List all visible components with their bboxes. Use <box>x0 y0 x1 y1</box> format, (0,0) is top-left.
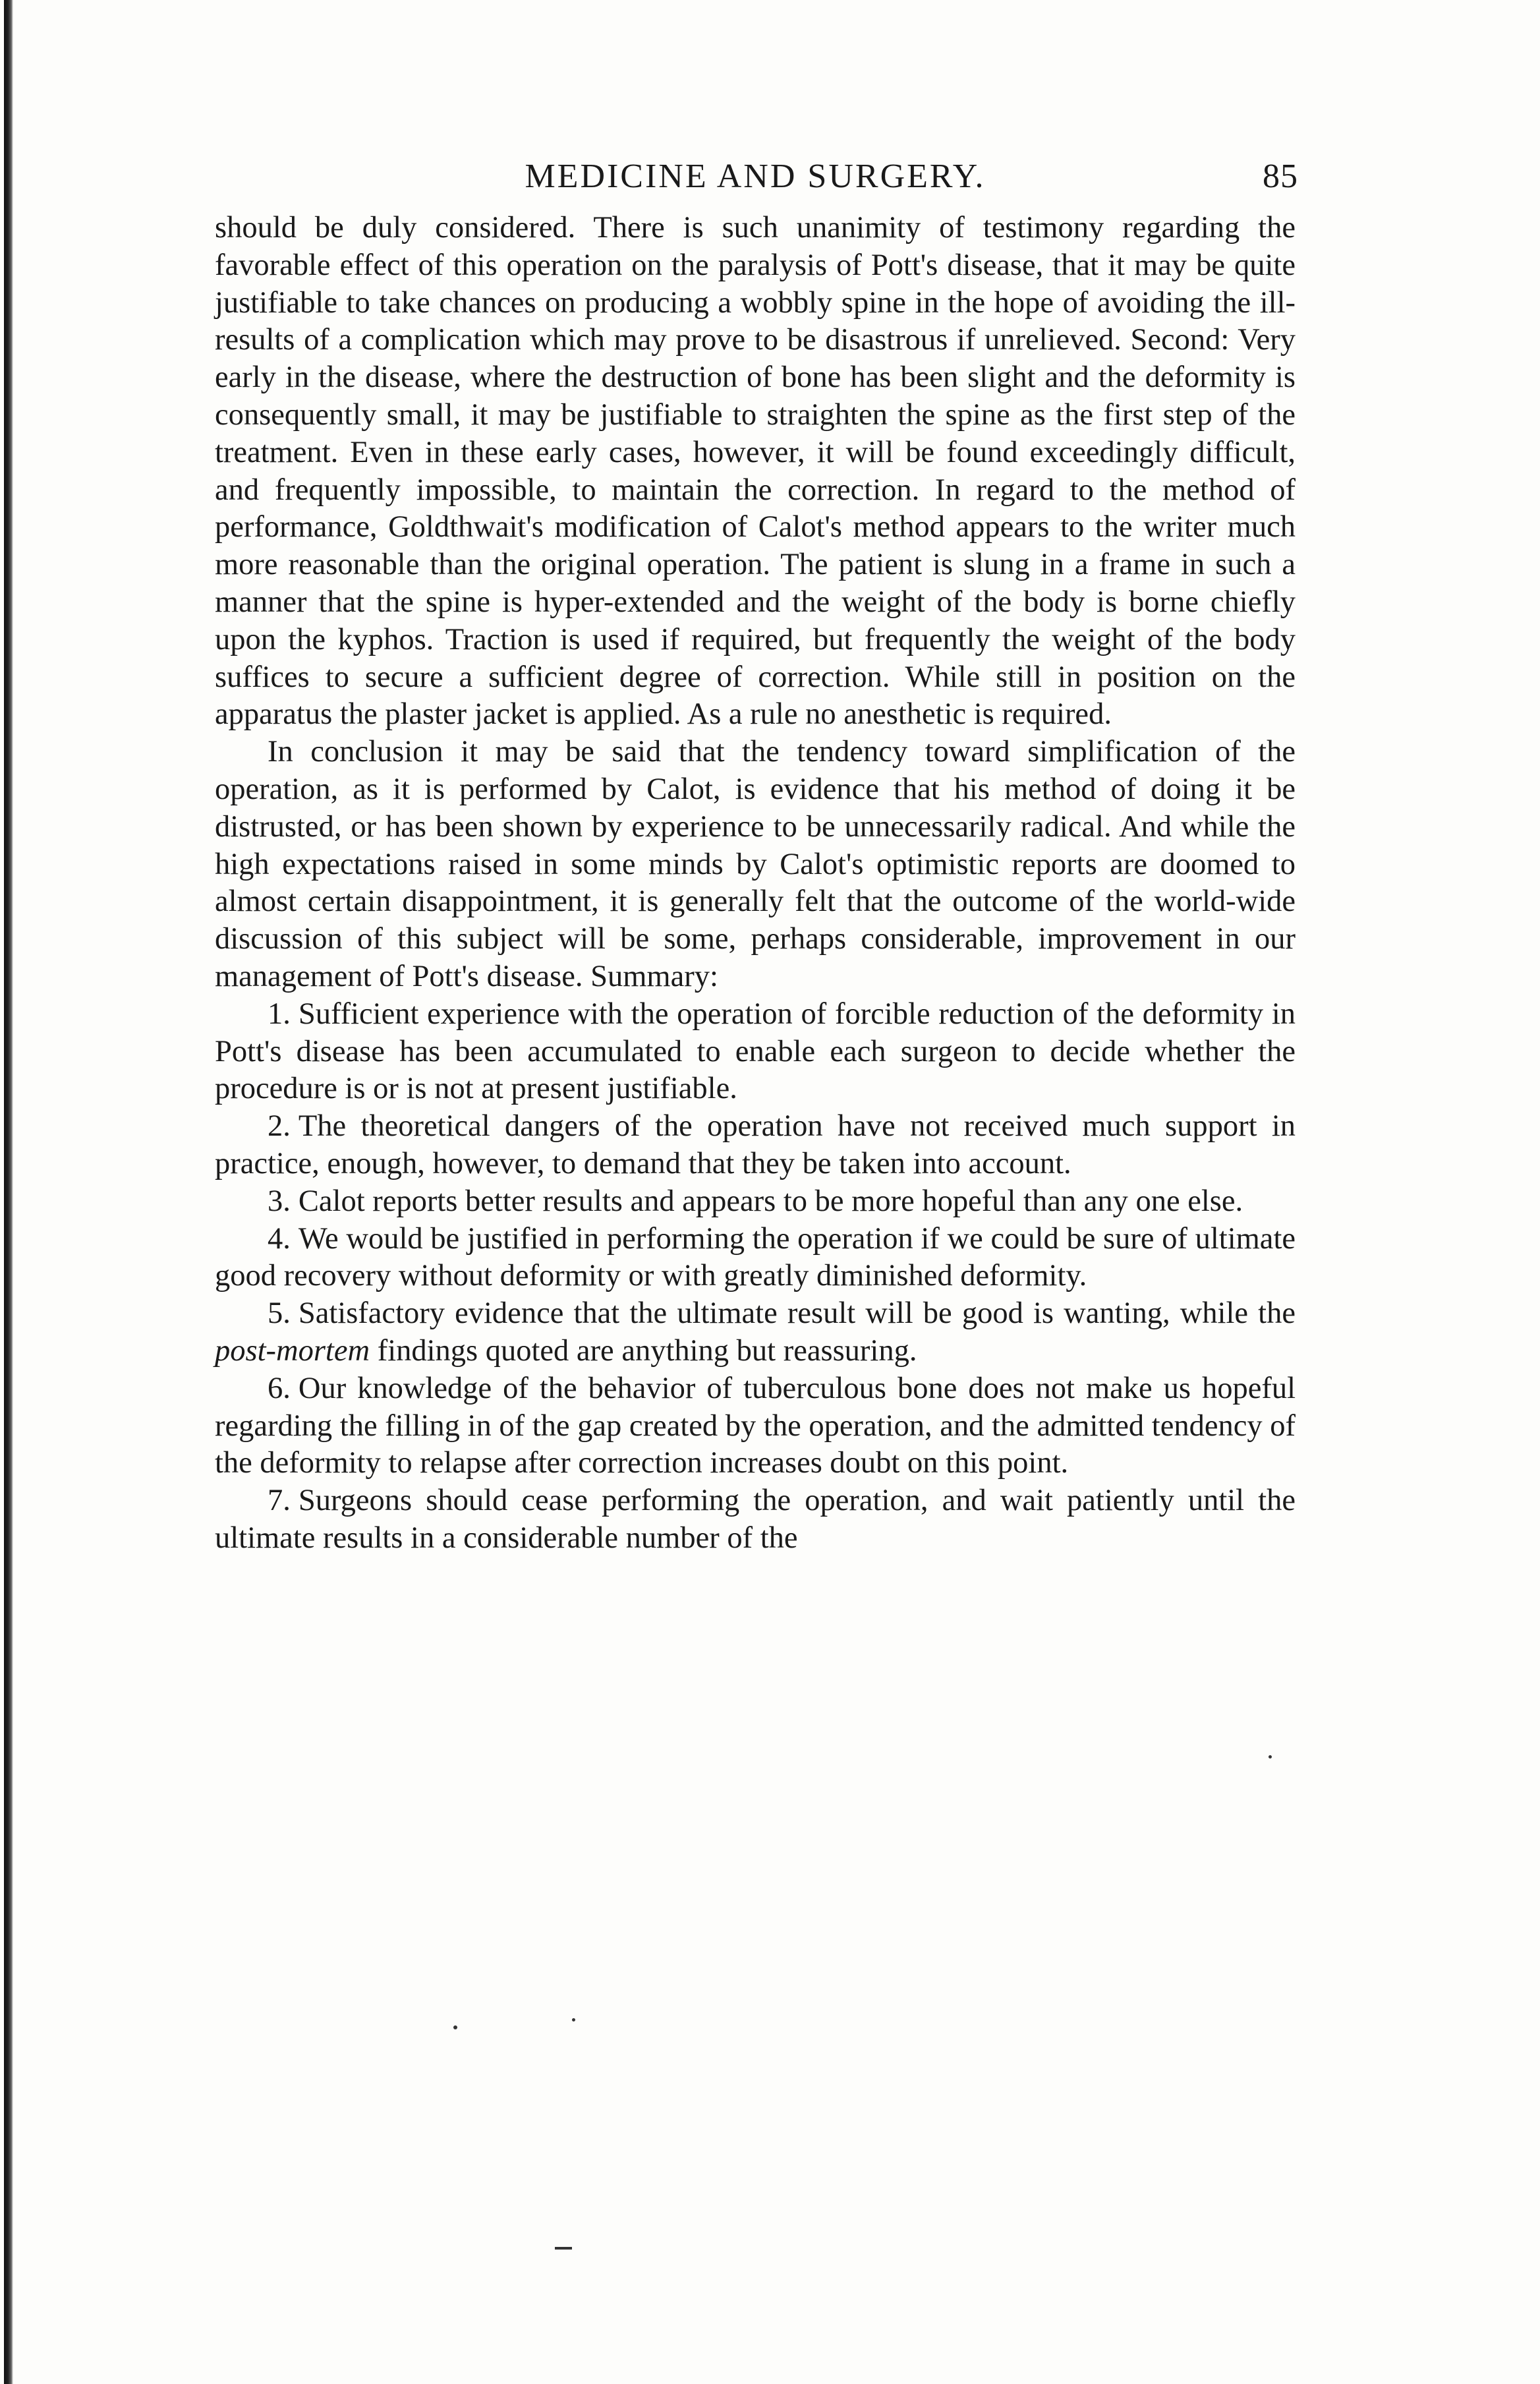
summary-item-text: The theoretical dangers of the operation have not received much support in practice, enough, however, to demand that they be taken into account. <box>215 1109 1296 1180</box>
summary-item-2 <box>215 1108 1296 1183</box>
summary-item-1 <box>215 996 1296 1108</box>
paragraph-continued: should be duly considered. There is such unanimity of testimony regarding the favorable effect of this operation on the paralysis of Pott's disease, that it may be quite justifiable to take chances on producing a wobbly spine in the hope of avoiding the ill-results of a complication which may prove to be disastrous if unrelieved. Second: Very early in the disease, where the destruction of bone has been slight and the deformity is consequently small, it may be justifiable to straighten the spine as the first step of the treatment. Even in these early cases, however, it will be found exceedingly difficult, and frequently impossible, to maintain the correction. In regard to the method of performance, Goldthwait's modification of Calot's method appears to the writer much more reasonable than the original operation. The patient is slung in a frame in such a manner that the spine is hyper-extended and the weight of the body is borne chiefly upon the kyphos. Traction is used if required, but frequently the weight of the body suffices to secure a sufficient degree of correction. While still in position on the apparatus the plaster jacket is applied. As a rule no anesthetic is required. <box>215 211 1296 732</box>
footer-dash <box>555 2247 572 2250</box>
summary-item-number: 2. <box>268 1109 291 1144</box>
ink-speck <box>453 2025 457 2029</box>
running-head <box>212 157 1298 203</box>
summary-item-text: Satisfactory evidence that the ultimate result will be good is wanting, while the <box>298 1296 1296 1331</box>
running-title: MEDICINE AND SURGERY. <box>525 158 986 195</box>
summary-item-6 <box>215 1370 1296 1482</box>
summary-item-number: 5. <box>268 1296 291 1331</box>
summary-item-italic-term: post-mortem <box>215 1333 370 1368</box>
summary-item-text: We would be justified in performing the operation if we could be sure of ultimate good recovery without deformity or with greatly diminished deformity. <box>215 1221 1296 1293</box>
page-number: 85 <box>1263 158 1298 195</box>
summary-item-text: Sufficient experience with the operation of forcible reduction of the deformity in Pott's disease has been accumulated to enable each surgeon to decide whether the procedure is or is not at present justifiable. <box>215 997 1296 1106</box>
summary-item-text-after: findings quoted are anything but reassuring. <box>370 1333 917 1368</box>
summary-item-text: Surgeons should cease performing the operation, and wait patiently until the ultimate results in a considerable number of the <box>215 1484 1296 1555</box>
binding-edge <box>4 0 13 2384</box>
ink-speck <box>1269 1755 1272 1759</box>
summary-item-text: Our knowledge of the behavior of tuberculous bone does not make us hopeful regarding the filling in of the gap created by the operation, and the admitted tendency of the deformity to relapse after correction increases doubt on this point. <box>215 1371 1296 1480</box>
summary-item-number: 3. <box>268 1184 291 1218</box>
summary-item-number: 7. <box>268 1484 291 1518</box>
summary-item-3 <box>215 1183 1296 1221</box>
summary-item-5 <box>215 1295 1296 1370</box>
summary-item-number: 1. <box>268 997 291 1031</box>
ink-speck <box>572 2018 575 2021</box>
summary-item-text: Calot reports better results and appears to be more hopeful than any one else. <box>298 1184 1243 1218</box>
summary-item-number: 4. <box>268 1221 291 1256</box>
summary-item-7 <box>215 1482 1296 1557</box>
body-text <box>215 210 1296 1557</box>
summary-item-number: 6. <box>268 1371 291 1405</box>
summary-item-4 <box>215 1221 1296 1296</box>
paragraph-conclusion: In conclusion it may be said that the tendency toward simplification of the operation, as it is performed by Calot, is evidence that his method of doing it be distrusted, or has been shown by experience to be unnecessarily radical. And while the high expectations raised in some minds by Calot's optimistic reports are doomed to almost certain disappointment, it is generally felt that the outcome of the world-wide discussion of this subject will be some, perhaps considerable, improvement in our management of Pott's disease. Summary: <box>215 735 1296 993</box>
